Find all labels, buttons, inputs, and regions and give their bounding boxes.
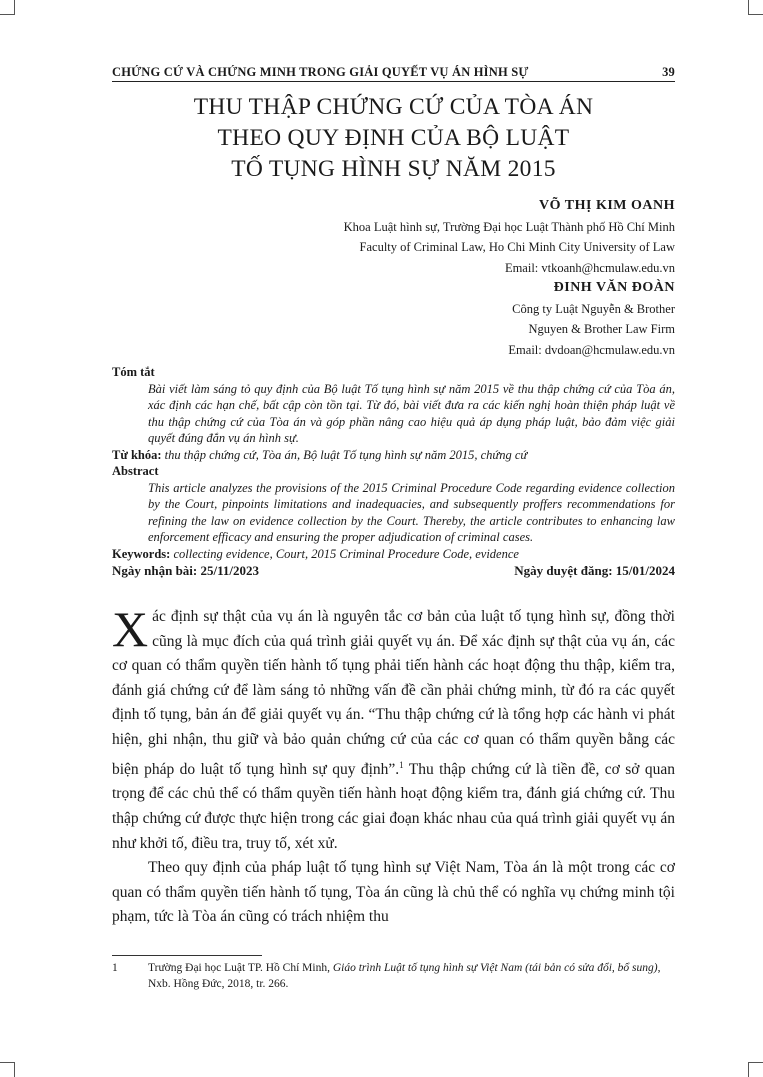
accepted-date: Ngày duyệt đăng: 15/01/2024 bbox=[514, 563, 675, 578]
author-name: VÕ THỊ KIM OANH bbox=[539, 198, 675, 213]
header-rule bbox=[112, 81, 675, 82]
dates-row bbox=[112, 563, 675, 580]
keywords-vi-label: Từ khóa: bbox=[112, 447, 162, 462]
footnote-text-before: Trường Đại học Luật TP. Hồ Chí Minh, bbox=[148, 962, 333, 974]
crop-mark-top-right bbox=[748, 0, 763, 15]
abstract-vi-text: Bài viết làm sáng tỏ quy định của Bộ luật Tố tụng hình sự năm 2015 về thu thập chứng cứ của Tòa án, xác định các hạn chế, bất cập còn tồn tại. Từ đó, bài viết đưa ra các kiến nghị hoàn thiện pháp luật về thu thập chứng cứ của Tòa án và góp phần nâng cao hiệu quả áp dụng pháp luật, bảo đảm việc giải quyết đúng đắn vụ án hình sự. bbox=[148, 381, 675, 445]
abstract-vi-label: Tóm tắt bbox=[112, 365, 155, 379]
title-line-2: THEO QUY ĐỊNH CỦA BỘ LUẬT bbox=[217, 125, 570, 151]
abstract-en-label: Abstract bbox=[112, 464, 159, 478]
author-affiliation-en: Nguyen & Brother Law Firm bbox=[528, 322, 675, 336]
keywords-vi bbox=[112, 447, 675, 464]
keywords-en-label: Keywords: bbox=[112, 546, 171, 561]
footnote-italic-title: Giáo trình Luật tố tụng hình sự Việt Nam (tái bản có sửa đổi, bổ sung) bbox=[332, 962, 658, 974]
keywords-en bbox=[112, 546, 675, 563]
received-date: Ngày nhận bài: 25/11/2023 bbox=[112, 563, 260, 578]
author-affiliation-vi: Công ty Luật Nguyễn & Brother bbox=[512, 301, 675, 316]
body-paragraph-1 bbox=[112, 601, 675, 856]
footnote bbox=[112, 960, 675, 992]
title-line-1: THU THẬP CHỨNG CỨ CỦA TÒA ÁN bbox=[193, 94, 594, 120]
running-header bbox=[112, 60, 675, 80]
footnote-text-after: , Nxb. Hồng Đức, 2018, tr. 266. bbox=[148, 962, 661, 990]
body-paragraph-2: Theo quy định của pháp luật tố tụng hình sự Việt Nam, Tòa án là một trong các cơ quan có thẩm quyền tiến hành tố tụng, Tòa án cũng là chủ thể có nghĩa vụ chứng minh tội phạm, tức là Tòa án cũng có trách nhiệm thu bbox=[112, 859, 675, 926]
keywords-en-text: collecting evidence, Court, 2015 Criminal Procedure Code, evidence bbox=[173, 546, 519, 561]
abstract-section bbox=[112, 364, 675, 580]
crop-mark-top-left bbox=[0, 0, 15, 15]
body-text bbox=[112, 601, 675, 930]
footnote-number: 1 bbox=[112, 962, 118, 974]
author-name: ĐINH VĂN ĐOÀN bbox=[553, 280, 675, 295]
crop-mark-bottom-left bbox=[0, 1062, 15, 1077]
page-number: 39 bbox=[662, 65, 675, 79]
body-paragraph-1-tail: Thu thập chứng cứ là tiền đề, cơ sở quan trọng để các chủ thể có thẩm quyền tiến hành hoạt động kiểm tra, đánh giá chứng cứ. Thu thập chứng cứ được thực hiện trong các giai đoạn khác nhau của quá trình giải quyết vụ án như khởi tố, điều tra, truy tố, xét xử. bbox=[112, 760, 675, 852]
body-paragraph-1-text: ác định sự thật của vụ án là nguyên tắc cơ bản của luật tố tụng hình sự, đồng thời cũng là mục đích của quá trình giải quyết vụ án. Để xác định sự thật của vụ án, các cơ quan có thẩm quyền tiến hành tố tụng phải tiến hành các hoạt động thu thập, kiểm tra, đánh giá chứng cứ để làm sáng tỏ những vấn đề cần phải chứng minh, từ đó ra các quyết định tố tụng, bản án để giải quyết vụ án. “Thu thập chứng cứ là tổng hợp các hành vi phát hiện, ghi nhận, thu giữ và bảo quản chứng cứ của các cơ quan có thẩm quyền bằng các biện pháp do luật tố tụng hình sự quy định”. bbox=[112, 608, 675, 778]
author-affiliation-en: Faculty of Criminal Law, Ho Chi Minh City University of Law bbox=[359, 240, 675, 254]
author-email: Email: dvdoan@hcmulaw.edu.vn bbox=[508, 342, 675, 357]
author-block bbox=[112, 196, 675, 360]
crop-mark-bottom-right bbox=[748, 1062, 763, 1077]
abstract-en-text: This article analyzes the provisions of the 2015 Criminal Procedure Code regarding evidence collection by the Court, pinpoints limitations and inadequacies, and subsequently proffers recommendations for refining the law on evidence collection by the Court. Thereby, the article contributes to enhancing law enforcement efficacy and ensuring the proper adjudication of criminal cases. bbox=[148, 480, 675, 544]
drop-cap: X bbox=[112, 601, 149, 657]
author-email: Email: vtkoanh@hcmulaw.edu.vn bbox=[504, 260, 675, 275]
article-title bbox=[112, 92, 675, 185]
author-affiliation-vi: Khoa Luật hình sự, Trường Đại học Luật Thành phố Hồ Chí Minh bbox=[343, 219, 675, 234]
footnote-ref[interactable]: 1 bbox=[399, 759, 404, 770]
title-line-3: TỐ TỤNG HÌNH SỰ NĂM 2015 bbox=[231, 156, 556, 182]
footnote-text bbox=[148, 960, 675, 992]
running-title: CHỨNG CỨ VÀ CHỨNG MINH TRONG GIẢI QUYẾT VỤ ÁN HÌNH SỰ bbox=[112, 65, 529, 79]
footnote-rule bbox=[112, 955, 262, 956]
keywords-vi-text: thu thập chứng cứ, Tòa án, Bộ luật Tố tụng hình sự năm 2015, chứng cứ bbox=[164, 447, 528, 462]
